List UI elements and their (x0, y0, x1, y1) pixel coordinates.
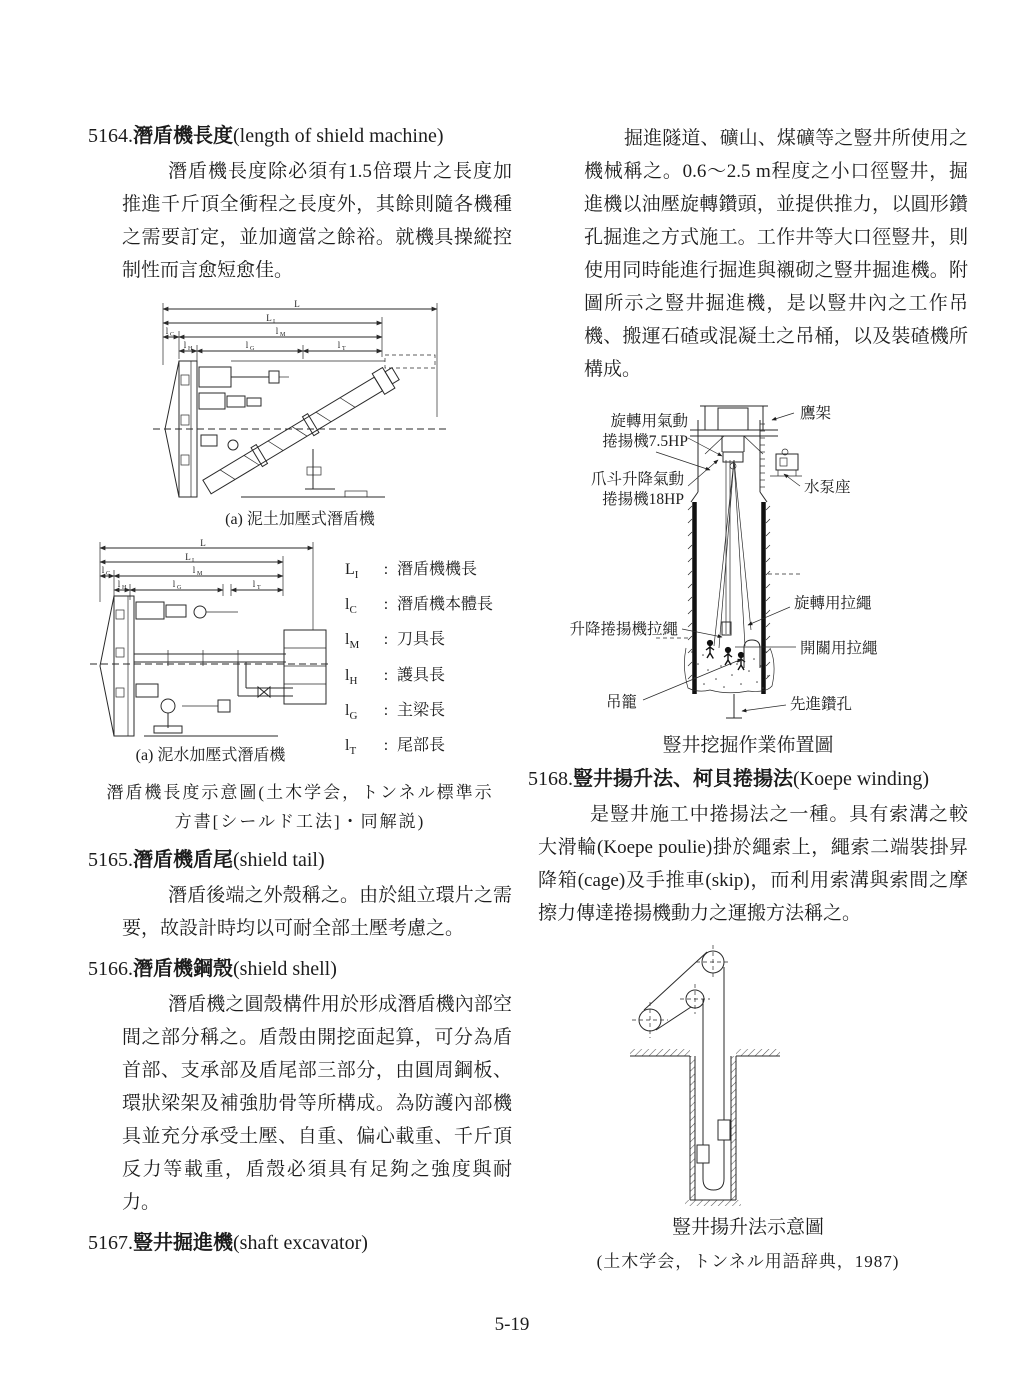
entry-5168 (528, 765, 968, 930)
entry-term-en: (Koepe winding) (793, 768, 930, 790)
slurry-shield-figure (88, 538, 333, 774)
entry-5166-body: 潛盾機之圓殼構件用於形成潛盾機內部空間之部分稱之。盾殼由開挖面起算，可分為盾首部、支承部及盾尾部三部分，由圓周鋼板、環狀梁架及補強肋骨等所構成。為防護內部機具並充分承受土壓、自重、偏心載重、千斤頂反力等載重，盾殼必須具有足夠之強度與耐力。 (122, 994, 512, 1213)
left-column (88, 122, 512, 1272)
label-rotary-winch-2: 捲揚機7.5HP (602, 433, 688, 450)
svg-text:l: l (165, 326, 169, 336)
legend-colon: : (383, 631, 389, 649)
label-scaffold: 鷹架 (800, 405, 832, 422)
entry-number: 5167. (88, 1232, 133, 1254)
entry-term-en: (shaft excavator) (233, 1232, 368, 1254)
dimension-legend (345, 560, 493, 771)
label-rotary-rope: 旋轉用拉繩 (794, 595, 872, 612)
entry-5165-body: 潛盾後端之外殼稱之。由於組立環片之需要，故設計時均以可耐全部土壓考慮之。 (122, 885, 512, 939)
label-rotary-winch: 旋轉用氣動 (610, 413, 688, 430)
svg-text:l: l (183, 340, 187, 350)
label-switch-rope: 開關用拉繩 (800, 640, 878, 657)
svg-text:T: T (257, 585, 261, 591)
caption-line-1: 潛盾機長度示意圖(土木学会，トンネル標準示 (106, 783, 494, 802)
shield-length-figure-caption (96, 778, 504, 836)
legend-desc: 主梁長 (397, 701, 446, 719)
legend-symbol: L (345, 561, 355, 578)
pulleys (632, 945, 730, 1038)
legend-item (345, 630, 493, 655)
svg-text:H: H (122, 585, 127, 591)
legend-subscript: M (349, 639, 360, 652)
entry-5167-body: 掘進隧道、礦山、煤礦等之豎井所使用之機械稱之。0.6～2.5 m程度之小口徑豎井，掘進機以油壓旋轉鑽頭，並提供推力，以圓形鑽孔掘進之方式施工。工作井等大口徑豎井，則使用同時能進行掘進與襯砌之豎井掘進機。附圖所示之豎井掘進機，是以豎井內之工作吊機、搬運石碴或混凝土之吊桶，以及裝碴機所構成。 (584, 128, 968, 380)
svg-text:l: l (337, 340, 341, 350)
excavation-bottom (684, 640, 774, 718)
koepe-figure-caption: 豎井揚升法示意圖 (671, 1217, 824, 1238)
figure-slurry-caption: (a) 泥水加壓式潛盾機 (135, 747, 286, 764)
legend-subscript: C (349, 604, 357, 617)
koepe-winding-drawing (618, 938, 878, 1210)
svg-text:L: L (266, 313, 272, 323)
svg-text:H: H (188, 346, 193, 352)
dimension-labels (102, 538, 261, 591)
legend-symbol: l (345, 736, 350, 754)
machine-body (90, 596, 330, 736)
svg-text:I: I (273, 319, 275, 325)
figure-slurry-shield (88, 538, 512, 774)
svg-text:L: L (294, 299, 300, 309)
svg-text:C: C (170, 332, 175, 338)
entry-number: 5166. (88, 958, 133, 980)
worker-figure (724, 648, 732, 665)
entry-term-en: (length of shield machine) (233, 125, 444, 147)
muck-dots (691, 647, 769, 689)
slurry-shield-drawing (88, 538, 333, 745)
label-pilot-hole: 先進鑽孔 (790, 696, 853, 713)
headframe (690, 406, 778, 469)
entry-term-en: (shield shell) (233, 958, 337, 980)
entry-term-zh: 豎井揚升法、柯貝捲揚法 (573, 768, 793, 790)
label-clam-winch: 爪斗升降氣動 (590, 471, 684, 488)
svg-text:l: l (172, 579, 176, 589)
label-cage: 吊籠 (606, 694, 638, 711)
legend-symbol: l (345, 701, 350, 719)
entry-5165-heading (88, 846, 512, 874)
svg-text:C: C (106, 571, 111, 577)
svg-text:l: l (275, 326, 279, 336)
machine-body (153, 355, 447, 497)
svg-text:G: G (177, 585, 182, 591)
legend-subscript: H (349, 674, 358, 687)
entry-number: 5164. (88, 125, 133, 147)
svg-text:M: M (197, 571, 203, 577)
figure-epb-shield (88, 297, 512, 530)
legend-subscript: T (349, 745, 357, 758)
entry-5168-body: 是豎井施工中捲揚法之一種。具有索溝之較大滑輪(Koepe poulie)掛於繩索上，繩索二端裝掛昇降箱(cage)及手推車(skip)，而利用索溝與索間之摩擦力傳達捲揚機動力之運搬方法稱之。 (538, 804, 968, 924)
legend-item (345, 595, 493, 620)
label-hoist-rope: 升降捲揚機拉繩 (569, 621, 678, 638)
legend-item (345, 701, 493, 726)
skip-box (718, 1120, 730, 1140)
shaft-layout-drawing (538, 396, 958, 728)
entry-5165 (88, 846, 512, 945)
entry-term-zh: 潛盾機鋼殼 (133, 958, 233, 980)
dimension-lines (100, 542, 313, 630)
two-column-layout (88, 122, 968, 1272)
shaft-figure-caption: 豎井挖掘作業佈置圖 (662, 735, 834, 756)
legend-item (345, 560, 493, 585)
entry-term-zh: 潛盾機盾尾 (133, 849, 233, 871)
entry-5166-heading (88, 955, 512, 983)
entry-5164-heading (88, 122, 512, 150)
worker-figure (706, 641, 714, 658)
entry-number: 5168. (528, 768, 573, 790)
ground-and-shaft (630, 1049, 780, 1206)
legend-symbol: l (345, 631, 350, 649)
entry-5166 (88, 955, 512, 1219)
entry-5167 (88, 1229, 512, 1257)
ropes (644, 952, 730, 1190)
dimension-lines (163, 303, 437, 417)
legend-subscript: I (354, 569, 359, 582)
cage-bucket (744, 640, 760, 668)
entry-5164-body: 潛盾機長度除必須有1.5倍環片之長度加推進千斤頂全衝程之長度外，其餘則隨各機種之需要訂定，並加適當之餘裕。就機具操縱控制性而言愈短愈佳。 (122, 161, 512, 281)
legend-desc: 護具長 (397, 666, 446, 684)
legend-desc: 潛盾機機長 (397, 561, 478, 578)
svg-text:l: l (252, 579, 256, 589)
svg-text:G: G (250, 346, 255, 352)
entry-term-en: (shield tail) (233, 849, 325, 871)
entry-term-zh: 豎井掘進機 (133, 1232, 233, 1254)
entry-5164 (88, 122, 512, 287)
legend-subscript: G (349, 709, 358, 722)
svg-text:l: l (245, 340, 249, 350)
legend-colon: : (383, 701, 389, 719)
legend-desc: 潛盾機本體長 (397, 596, 494, 614)
koepe-figure-source: (土木学会，トンネル用語辞典，1987) (596, 1252, 900, 1271)
svg-text:I: I (192, 558, 194, 564)
legend-colon: : (383, 596, 389, 614)
entry-5167-heading (88, 1229, 512, 1257)
epb-shield-drawing (145, 297, 455, 509)
legend-colon: : (383, 736, 389, 754)
caption-line-2: 方書[シールド工法]・同解説) (174, 812, 426, 831)
legend-item (345, 736, 493, 761)
hoist-ropes (714, 460, 751, 648)
legend-desc: 刀具長 (397, 631, 446, 649)
figure-koepe-winding (528, 938, 968, 1272)
entry-number: 5165. (88, 849, 133, 871)
entry-term-zh: 潛盾機長度 (133, 125, 233, 147)
figure-epb-caption: (a) 泥土加壓式潛盾機 (225, 511, 375, 528)
cage-box (697, 1145, 709, 1163)
pump-assembly (770, 449, 802, 476)
svg-text:T: T (342, 346, 346, 352)
label-clam-winch-2: 捲揚機18HP (602, 491, 684, 508)
legend-item (345, 666, 493, 691)
legend-symbol: l (345, 596, 350, 614)
dimension-labels (166, 299, 346, 352)
page-number: 5-19 (494, 1314, 530, 1335)
legend-colon: : (383, 561, 389, 578)
svg-text:l: l (101, 565, 105, 575)
figure-shaft-layout (528, 396, 968, 757)
label-pump-base: 水泵座 (804, 479, 851, 496)
entry-5168-heading (528, 765, 968, 793)
svg-text:L: L (200, 538, 206, 548)
svg-text:l: l (192, 565, 196, 575)
legend-desc: 尾部長 (397, 736, 446, 754)
legend-colon: : (383, 666, 389, 684)
right-column (528, 122, 968, 1272)
svg-text:L: L (185, 552, 191, 562)
legend-symbol: l (345, 666, 350, 684)
svg-text:M: M (280, 332, 286, 338)
svg-text:l: l (117, 579, 121, 589)
